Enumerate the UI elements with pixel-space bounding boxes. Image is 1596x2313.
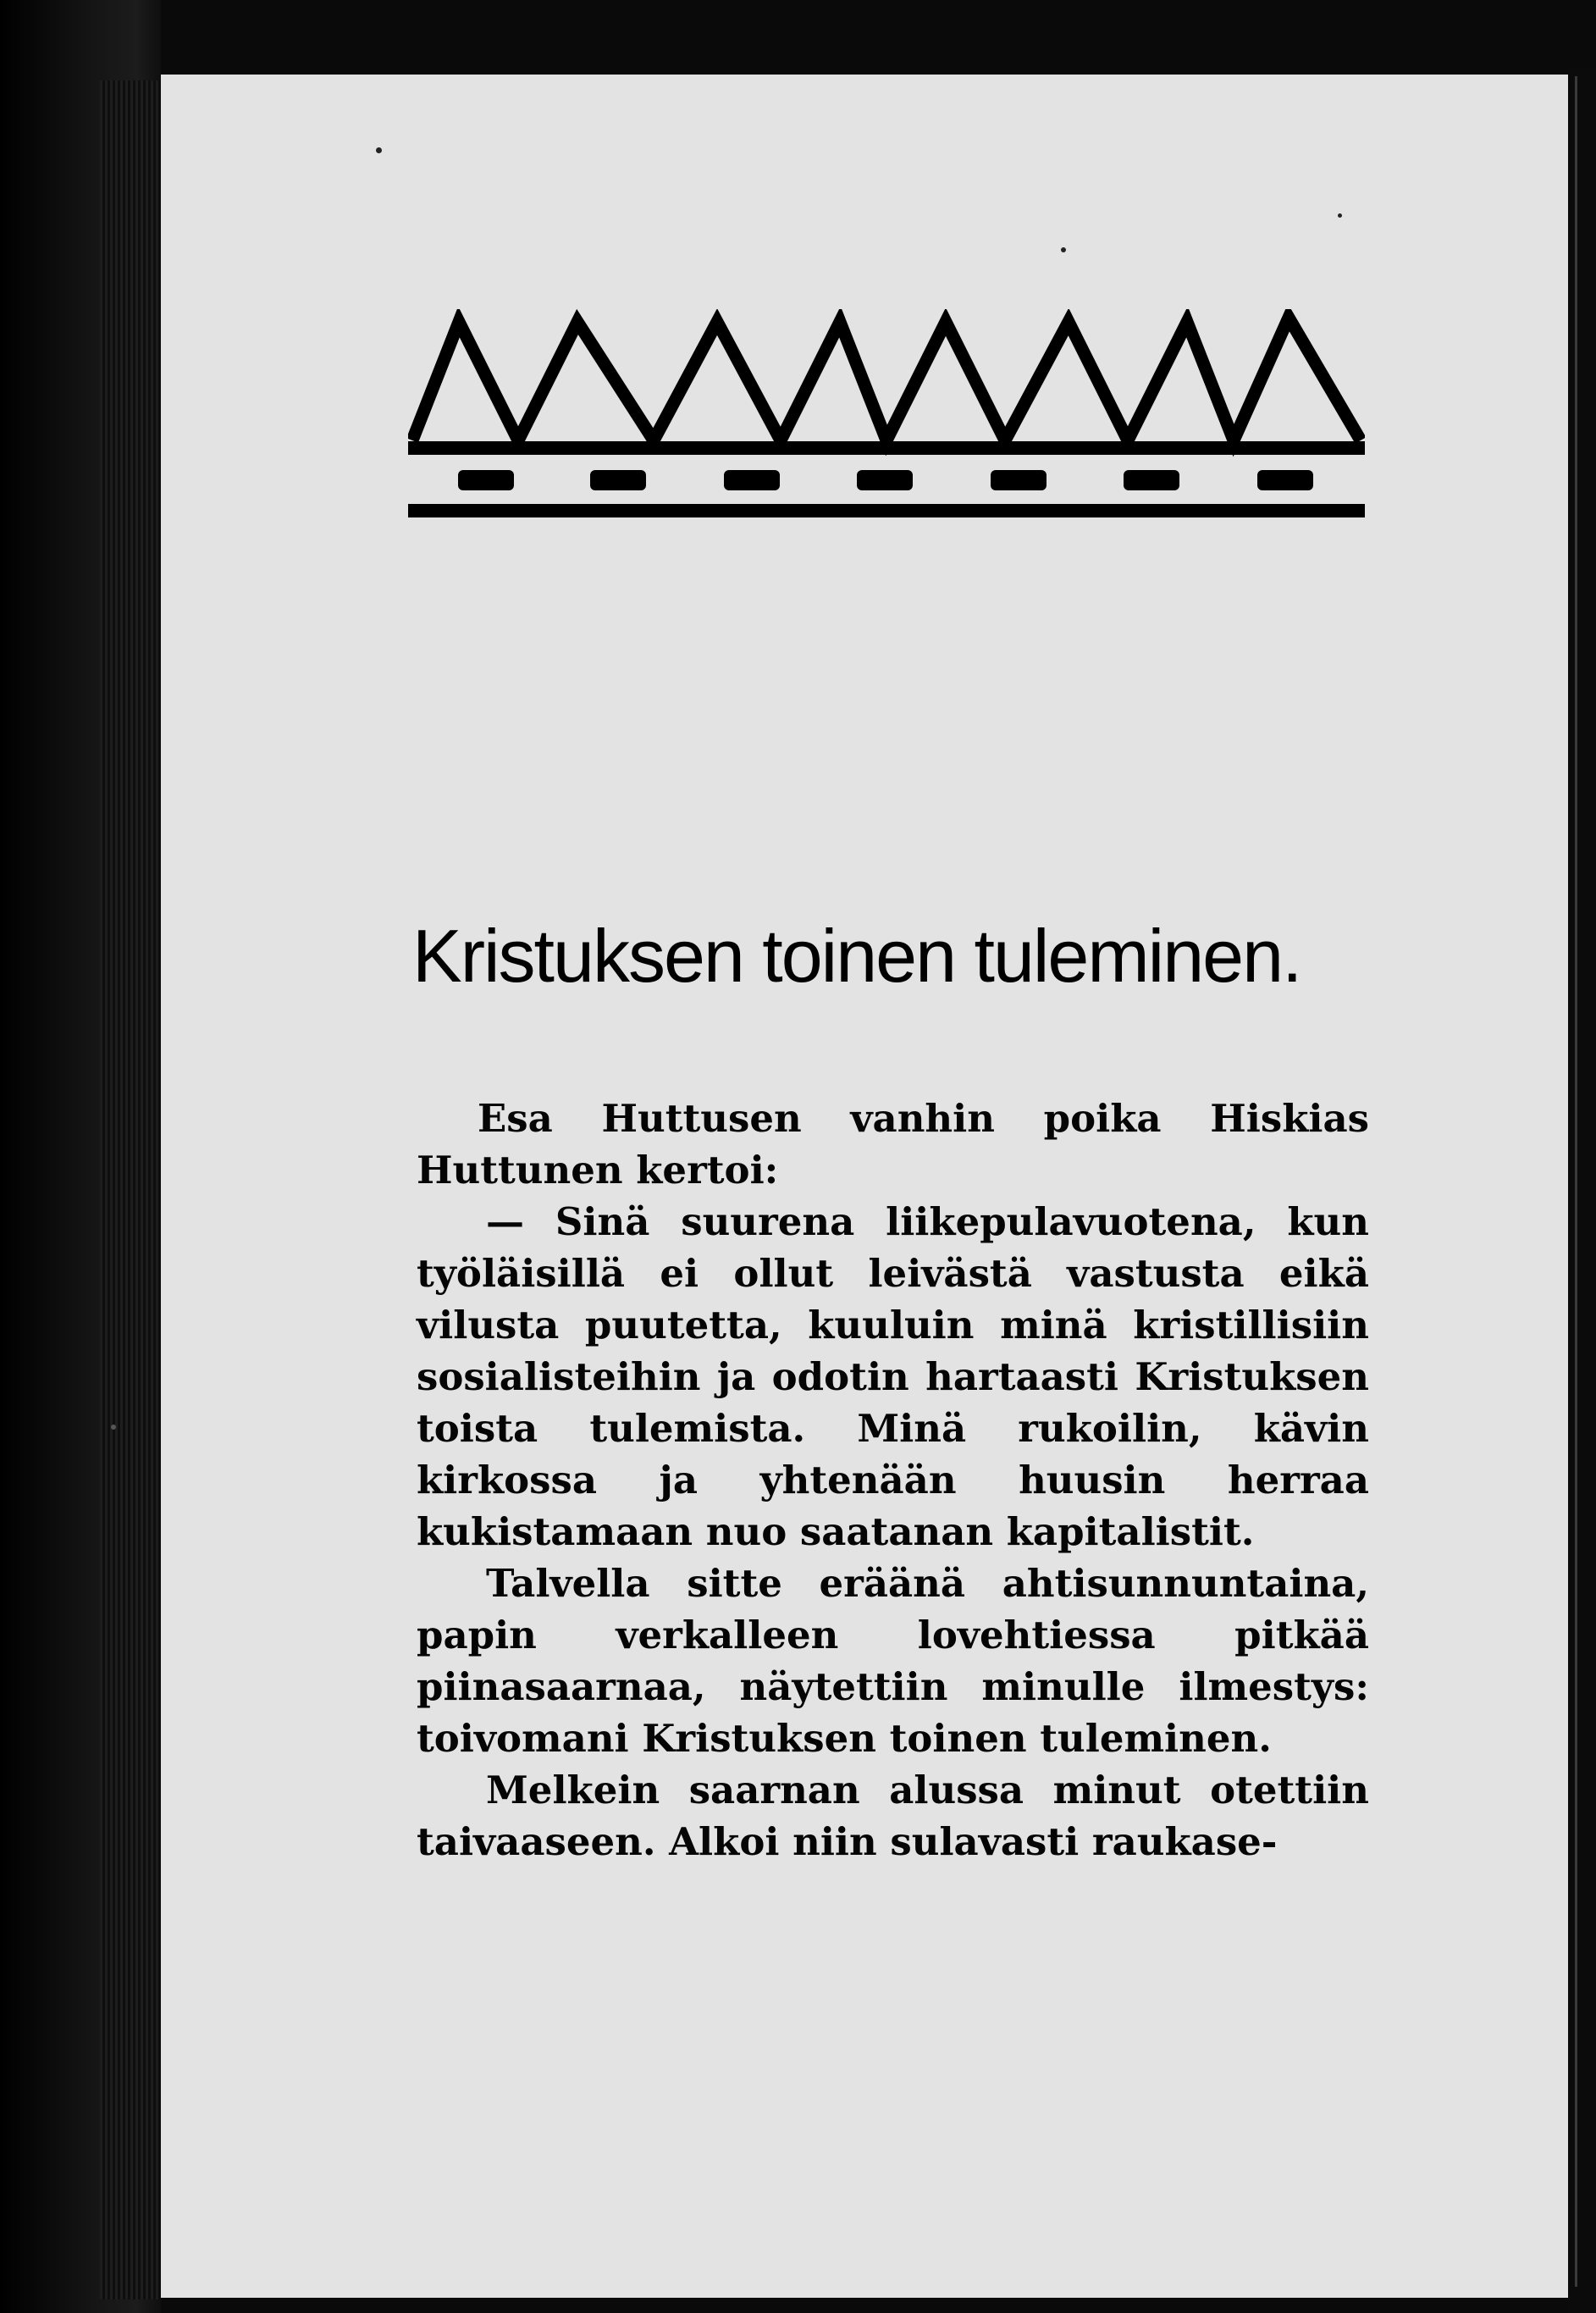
paragraph: — Sinä suurena liikepulavuotena, kun työläisillä ei ollut leivästä vastusta eikä vilusta puutetta, kuuluin minä kristillisiin sosialisteihin ja odotin hartaasti Kristuksen toista tulemista. Minä rukoilin, kävin kirkossa ja yhtenään huusin herraa kukistamaan nuo saatanan kapitalistit. — [417, 1199, 1369, 1554]
paper-speck — [376, 147, 382, 153]
paper-speck — [111, 1425, 116, 1430]
chapter-title: Kristuksen toinen tuleminen. — [412, 914, 1301, 998]
chapter-body — [417, 1093, 1369, 1868]
decorative-zigzag-ornament — [408, 309, 1365, 521]
paragraph: Esa Huttusen vanhin poika Hiskias Huttunen kertoi: — [417, 1096, 1369, 1192]
paragraph: Talvella sitte eräänä ahtisunnuntaina, papin verkalleen lovehtiessa pitkää piinasaarnaa, näytettiin minulle ilmestys: toivomani Kristuksen toinen tuleminen. — [417, 1561, 1369, 1761]
book-page-edges — [100, 80, 161, 2299]
paragraph: Melkein saarnan alussa minut otettiin taivaaseen. Alkoi niin sulavasti raukase- — [417, 1768, 1369, 1864]
paper-speck — [1061, 247, 1066, 252]
page-right-edge — [1575, 76, 1577, 2287]
scan-right-margin — [1568, 68, 1596, 2313]
paper-speck — [1338, 213, 1342, 218]
